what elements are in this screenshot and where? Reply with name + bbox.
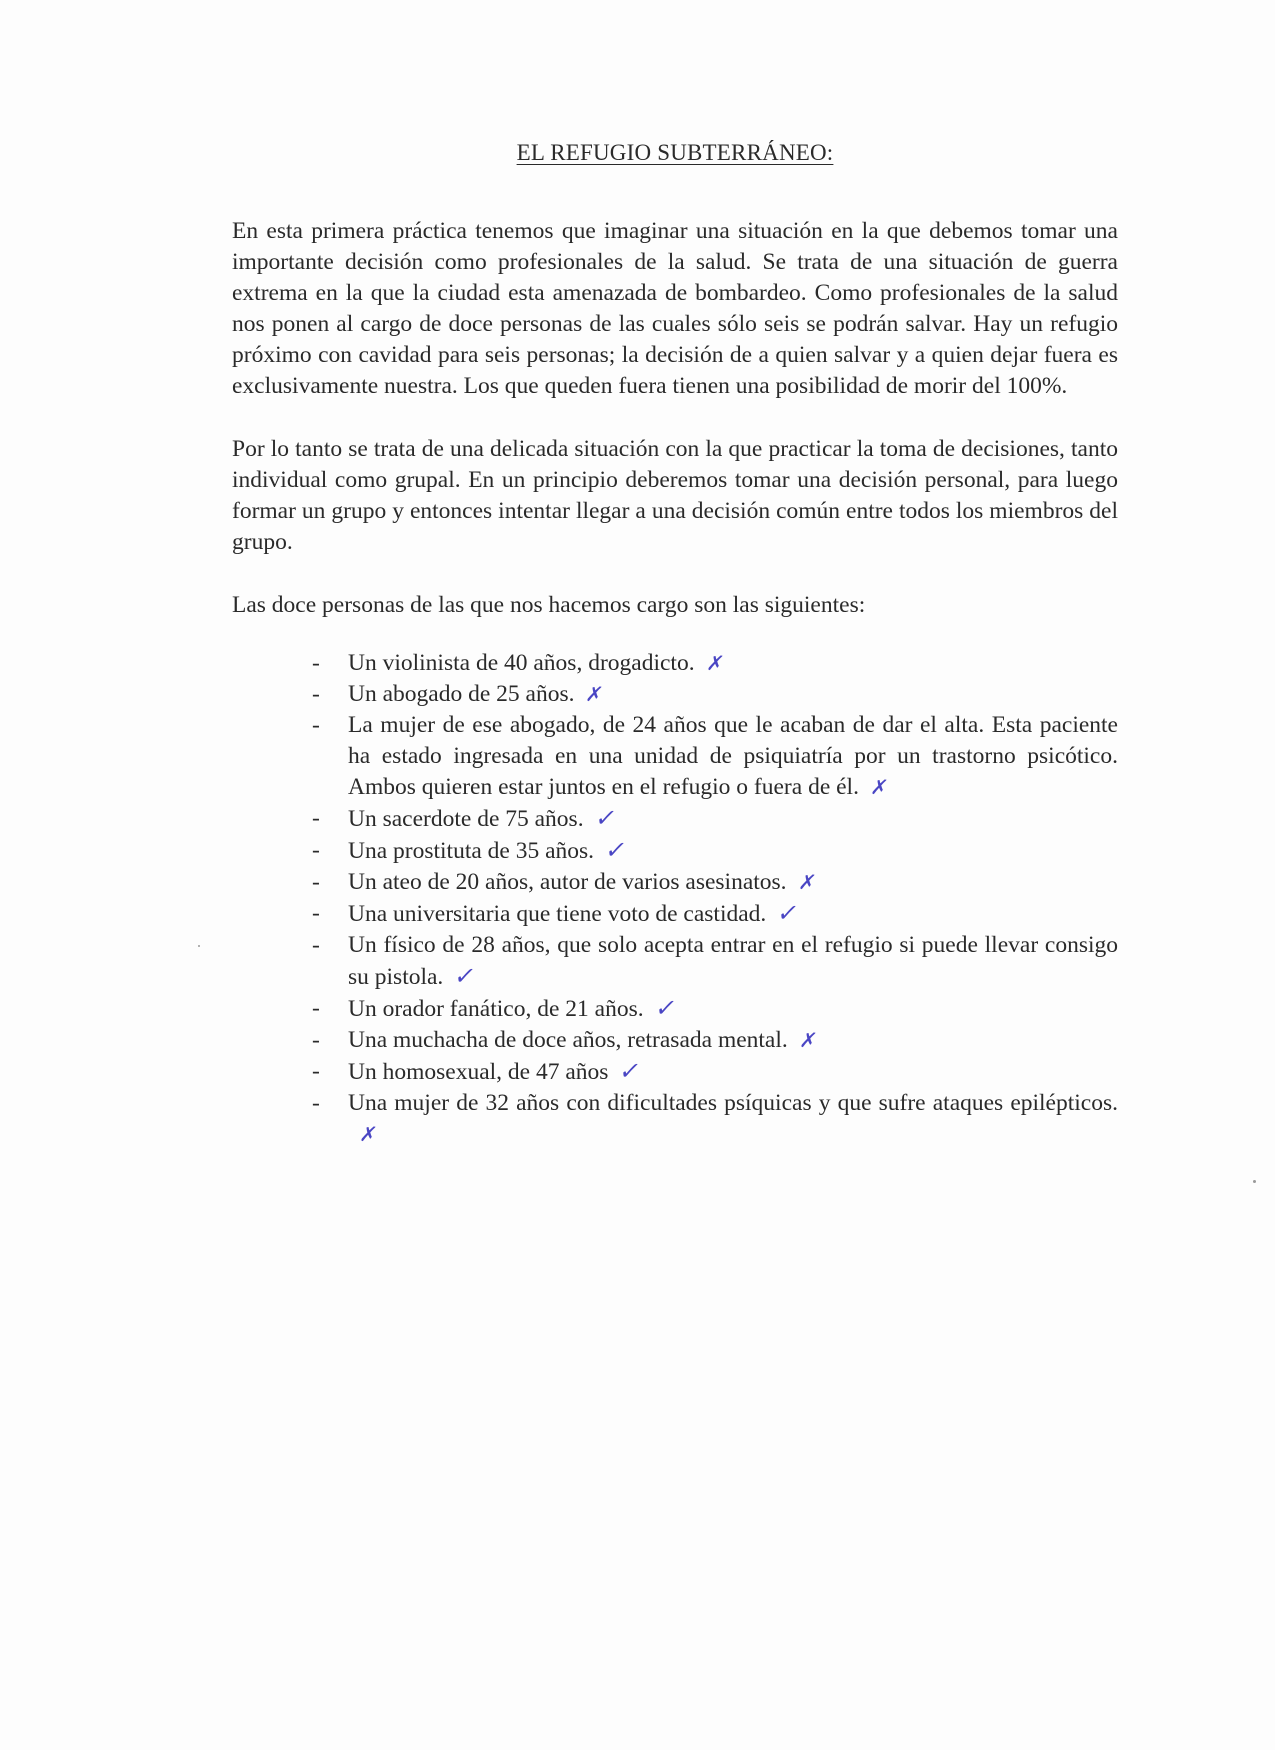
person-description: Una prostituta de 35 años. (348, 838, 595, 864)
document-title (232, 140, 1118, 166)
person-description: Un violinista de 40 años, drogadicto. (348, 650, 695, 676)
list-bullet: - (312, 995, 320, 1021)
person-description: La mujer de ese abogado, de 24 años que le acaban de dar el alta. Esta paciente ha estado ingresada en una unidad de psiquiatría por un trastorno psicótico. Ambos quieren estar juntos en el refugio o fuera de él. (348, 712, 1118, 800)
person-description: Una muchacha de doce años, retrasada mental. (348, 1027, 788, 1053)
paragraph-decision: Por lo tanto se trata de una delicada situación con la que practicar la toma de decisiones, tanto individual como grupal. En un principio deberemos tomar una decisión personal, para luego formar un grupo y entonces intentar llegar a una decisión común entre todos los miembros del grupo. (232, 436, 1118, 555)
check-mark-icon: ✓ (775, 899, 802, 927)
list-item (232, 648, 1118, 679)
person-description: Un abogado de 25 años. (348, 681, 575, 707)
list-item (232, 803, 1118, 835)
list-item (232, 993, 1118, 1025)
list-bullet: - (312, 805, 320, 831)
list-bullet: - (312, 1027, 320, 1053)
list-bullet: - (312, 650, 320, 676)
cross-mark-icon: ✗ (868, 775, 890, 799)
person-description: Un sacerdote de 75 años. (348, 806, 584, 832)
cross-mark-icon: ✗ (704, 651, 726, 675)
check-mark-icon: ✓ (592, 804, 619, 832)
list-item (232, 1088, 1118, 1150)
list-item (232, 710, 1118, 803)
paragraph-intro: En esta primera práctica tenemos que imaginar una situación en la que debemos tomar una importante decisión como profesionales de la salud. Se trata de una situación de guerra extrema en la que la ciudad esta amenazada de bombardeo. Como profesionales de la salud nos ponen al cargo de doce personas de las cuales sólo seis se podrán salvar. Hay un refugio próximo con cavidad para seis personas; la decisión de a quien salvar y a quien dejar fuera es exclusivamente nuestra. Los que queden fuera tienen una posibilidad de morir del 100%. (232, 218, 1118, 399)
cross-mark-icon: ✗ (584, 682, 606, 706)
person-description: Un homosexual, de 47 años (348, 1059, 609, 1085)
person-description: Un físico de 28 años, que solo acepta entrar en el refugio si puede llevar consigo su pistola. (348, 932, 1118, 990)
list-intro: Las doce personas de las que nos hacemos cargo son las siguientes: (232, 592, 866, 618)
check-mark-icon: ✓ (617, 1057, 644, 1085)
document-body (232, 140, 1118, 1150)
check-mark-icon: ✓ (603, 836, 630, 864)
list-item (232, 1025, 1118, 1056)
list-bullet: - (312, 681, 320, 707)
check-mark-icon: ✓ (452, 962, 479, 990)
cross-mark-icon: ✗ (796, 870, 818, 894)
person-description: Una mujer de 32 años con dificultades psíquicas y que sufre ataques epilépticos. (348, 1090, 1118, 1116)
list-bullet: - (312, 837, 320, 863)
paper-speck (198, 945, 200, 947)
list-bullet: - (312, 712, 320, 738)
list-bullet: - (312, 900, 320, 926)
person-description: Una universitaria que tiene voto de castidad. (348, 901, 767, 927)
list-bullet: - (312, 1090, 320, 1116)
check-mark-icon: ✓ (652, 994, 679, 1022)
list-item (232, 1056, 1118, 1088)
people-list (232, 648, 1118, 1150)
list-item (232, 867, 1118, 898)
person-description: Un orador fanático, de 21 años. (348, 996, 644, 1022)
document-title-text: EL REFUGIO SUBTERRÁNEO: (516, 140, 834, 165)
list-item (232, 835, 1118, 867)
list-item (232, 679, 1118, 710)
list-item (232, 930, 1118, 993)
cross-mark-icon: ✗ (357, 1122, 379, 1146)
list-bullet: - (312, 869, 320, 895)
list-item (232, 898, 1118, 930)
list-bullet: - (312, 1058, 320, 1084)
paper-speck (1253, 1180, 1256, 1183)
person-description: Un ateo de 20 años, autor de varios asesinatos. (348, 869, 787, 895)
cross-mark-icon: ✗ (797, 1028, 819, 1052)
list-bullet: - (312, 932, 320, 958)
